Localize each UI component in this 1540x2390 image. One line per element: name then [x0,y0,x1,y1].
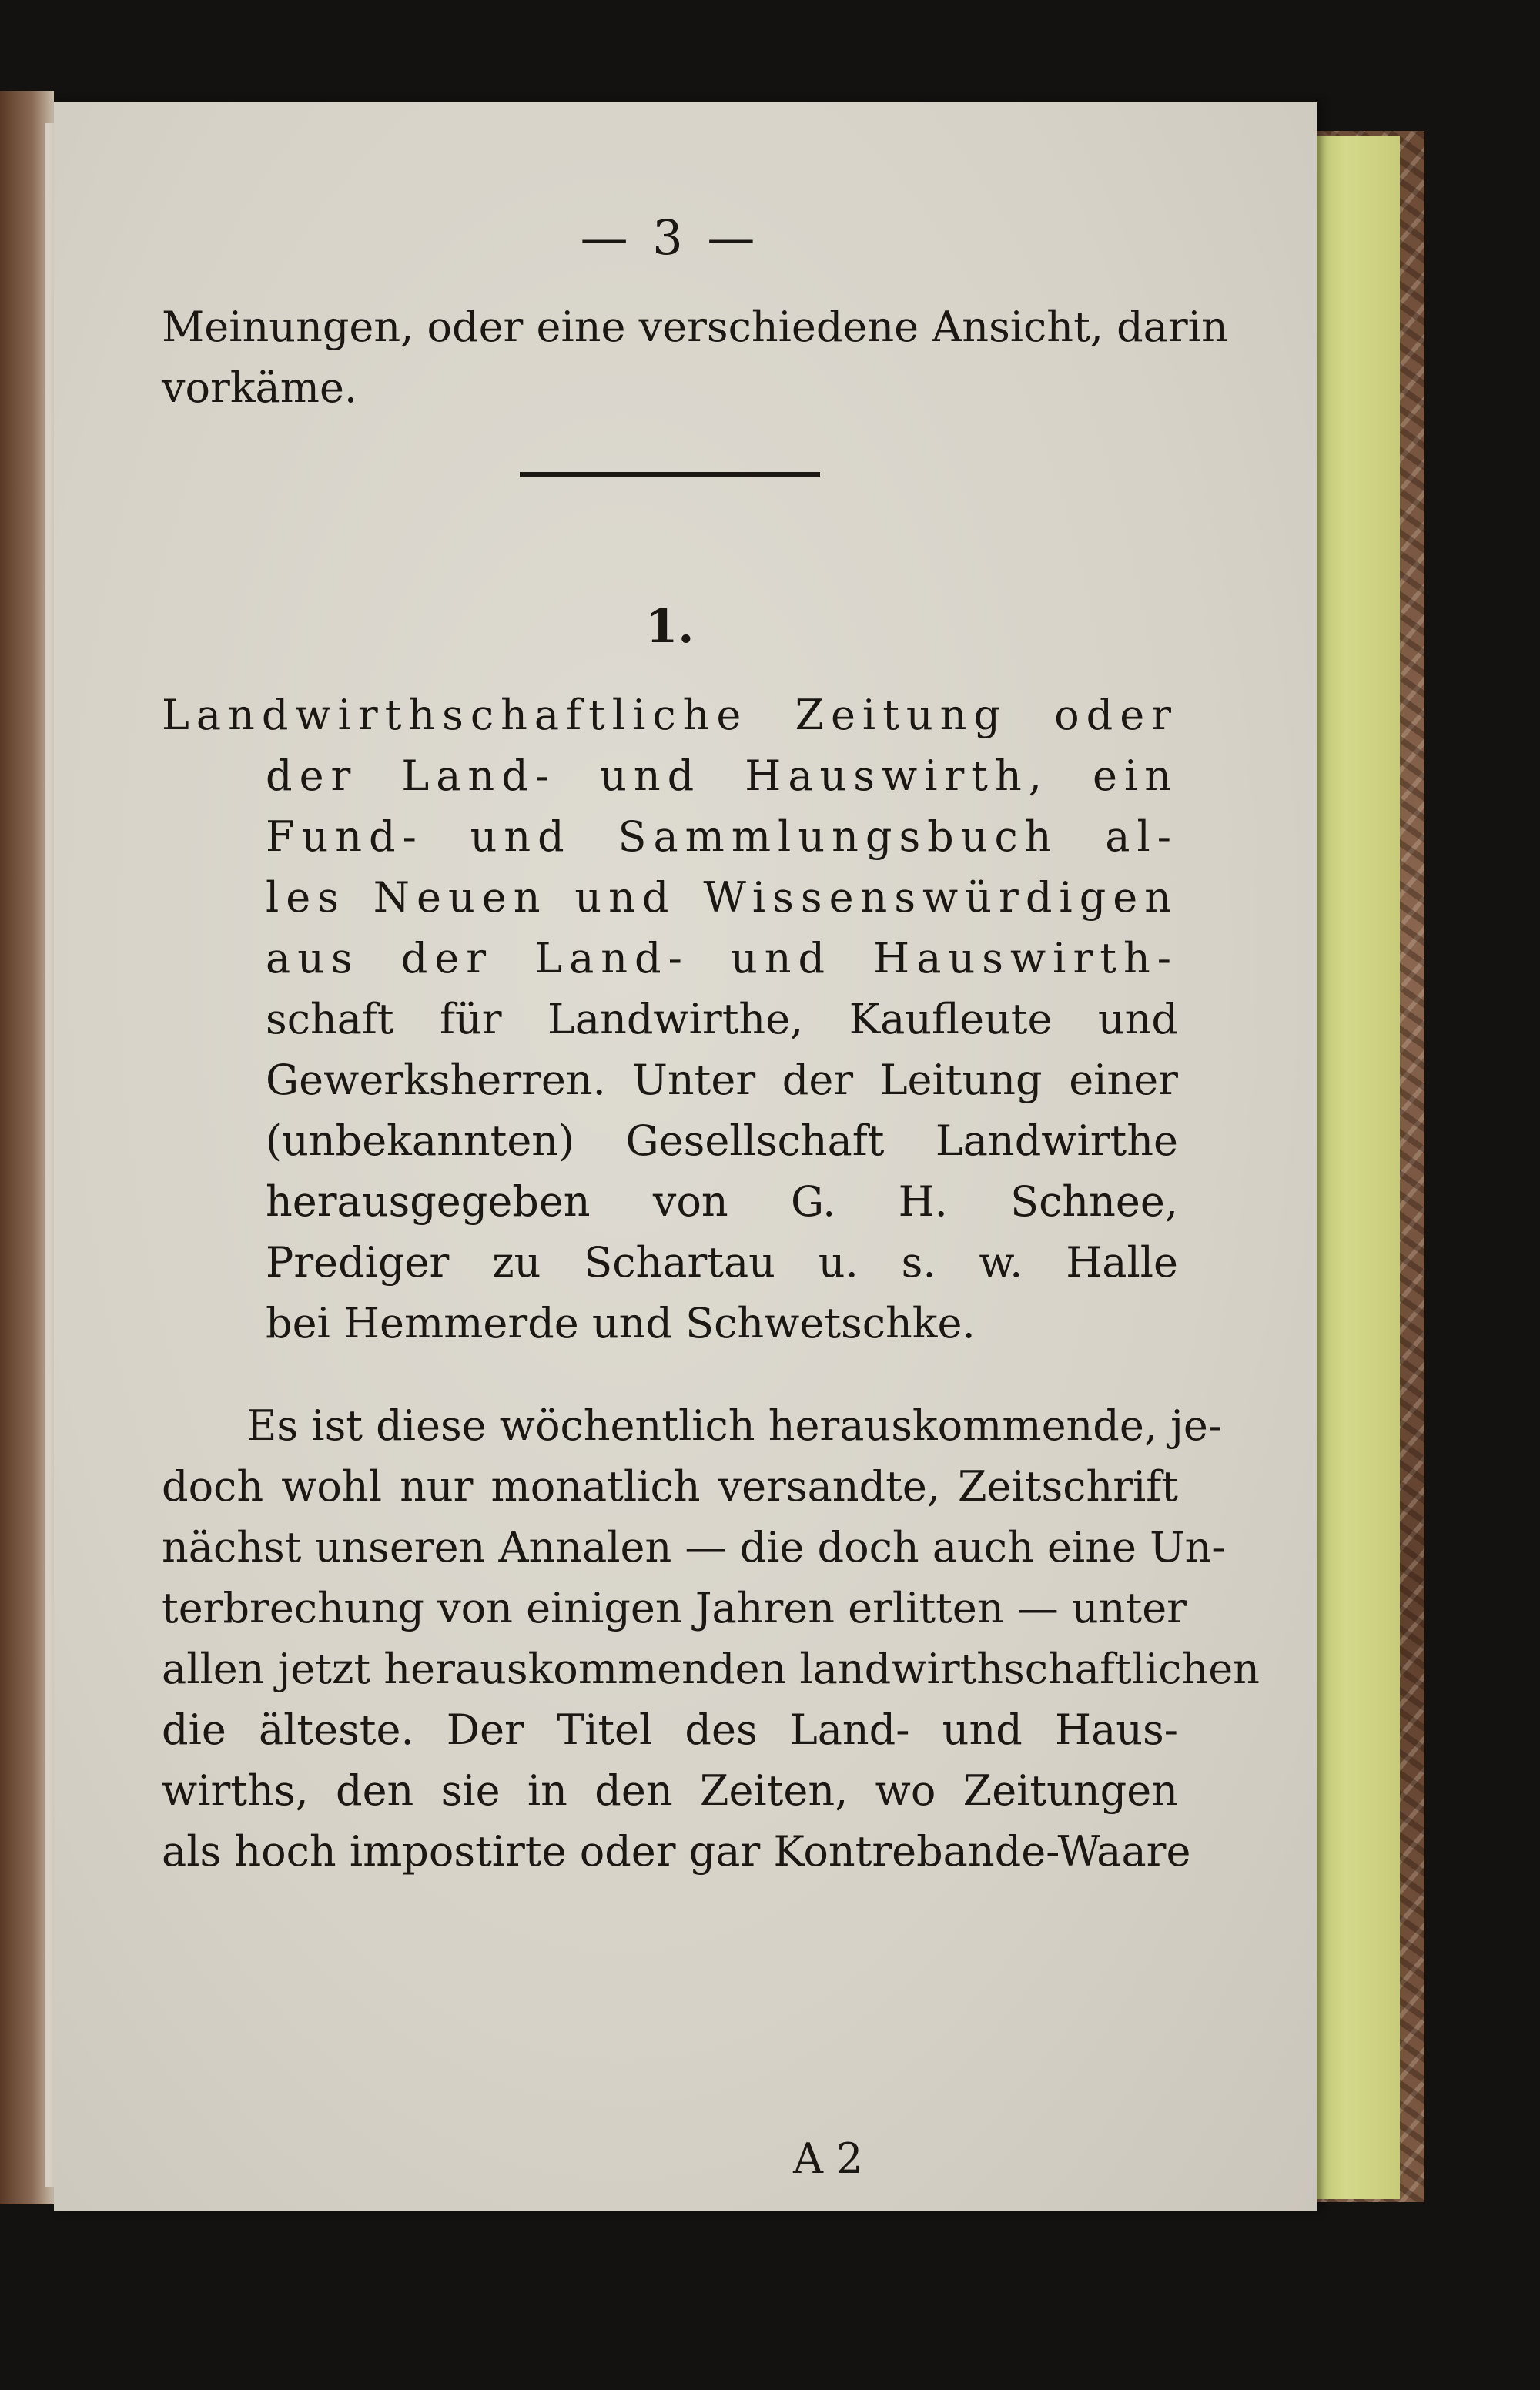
text-line: Es ist diese wöchentlich herauskommende, je- [246,1401,1223,1450]
title-line: (unbekannten) Gesellschaft Landwirthe [266,1116,1178,1165]
title-line: Fund- und Sammlungsbuch al- [266,812,1178,861]
text-line: als hoch impostirte oder gar Kontrebande-Waare [162,1827,1191,1876]
title-line: Landwirthschaftliche Zeitung oder [162,691,1178,739]
section-divider [520,472,820,477]
title-line: schaft für Landwirthe, Kaufleute und [266,995,1178,1043]
text-area [162,209,1260,1882]
title-line: Prediger zu Schartau u. s. w. Halle [266,1238,1178,1287]
text-line: vorkäme. [162,363,358,412]
text-line: die älteste. Der Titel des Land- und Haus- [162,1705,1178,1754]
title-line: Gewerksherren. Unter der Leitung einer [266,1056,1178,1104]
signature-mark: A 2 [793,2134,863,2183]
text-line: terbrechung von einigen Jahren erlitten — unter [162,1584,1187,1632]
body-paragraph [162,1395,1260,1882]
text-line: nächst unseren Annalen — die doch auch eine Un- [162,1523,1226,1572]
entry-title [162,685,1178,1354]
section-number: 1. [645,600,695,654]
book-page [54,102,1317,2211]
title-line: aus der Land- und Hauswirth- [266,934,1178,982]
page-block-edge [1309,136,1400,2199]
carryover-paragraph [162,296,1228,418]
text-line: wirths, den sie in den Zeiten, wo Zeitungen [162,1766,1178,1815]
title-line: bei Hemmerde und Schwetschke. [266,1299,976,1347]
text-line: allen jetzt herauskommenden landwirthschaftlichen [162,1645,1260,1693]
text-line: doch wohl nur monatlich versandte, Zeitschrift [162,1462,1178,1511]
page-header: — 3 — [580,209,760,266]
title-line: les Neuen und Wissenswürdigen [266,873,1178,922]
title-line: der Land- und Hauswirth, ein [266,751,1178,800]
title-line: herausgegeben von G. H. Schnee, [266,1177,1178,1226]
text-line: Meinungen, oder eine verschiedene Ansicht, darin [162,303,1228,351]
